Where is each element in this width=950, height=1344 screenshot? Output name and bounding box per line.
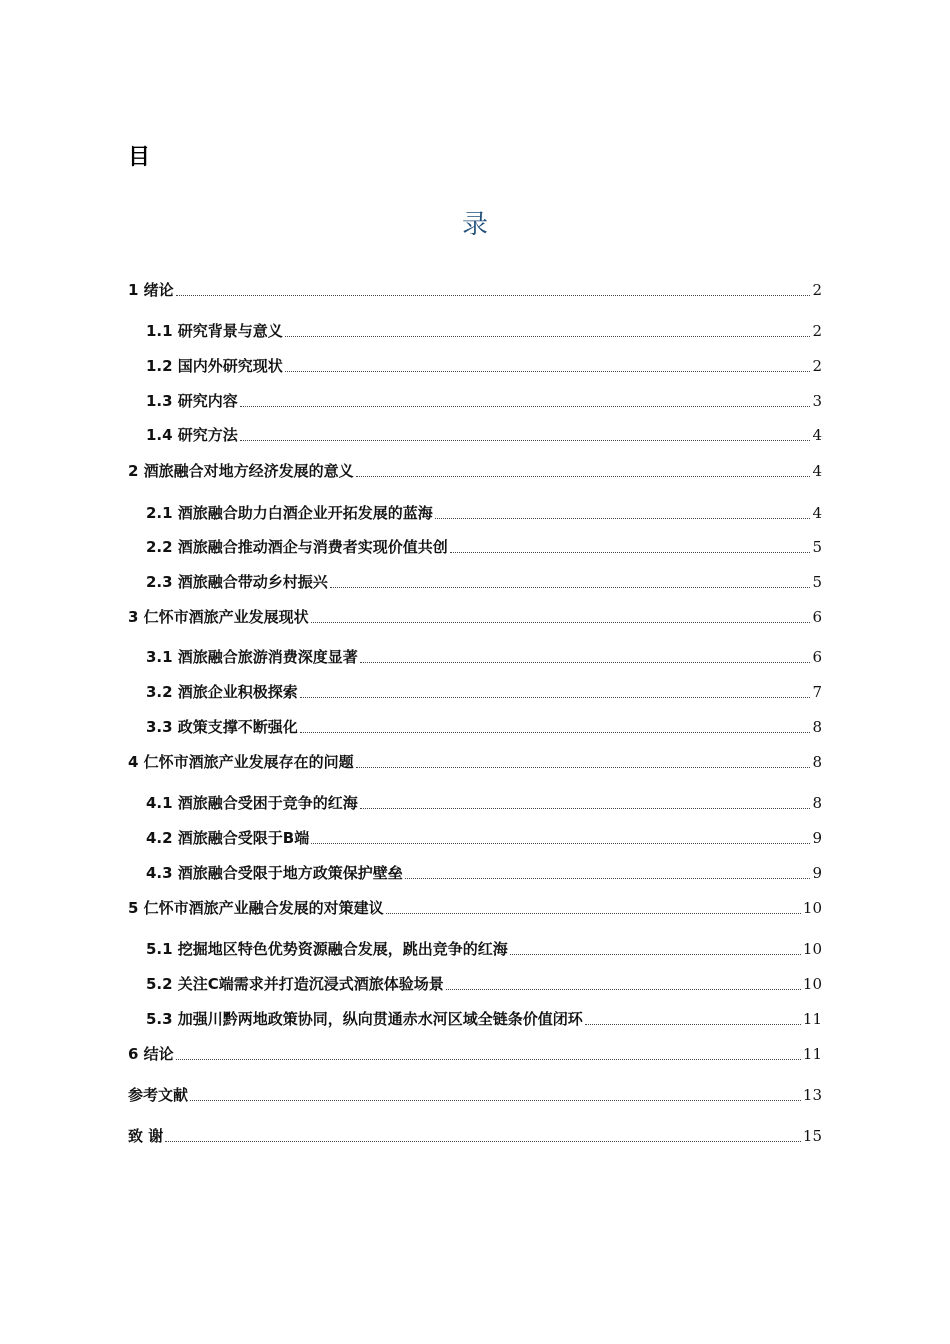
toc-entry-page: 8 bbox=[812, 718, 822, 736]
toc-entry-title: 1 绪论 bbox=[128, 281, 174, 299]
toc-entry[interactable] bbox=[146, 646, 822, 668]
toc-entry-page: 2 bbox=[812, 357, 822, 375]
toc-entry-page: 3 bbox=[812, 392, 822, 410]
toc-leader-dots bbox=[330, 586, 811, 588]
toc-leader-dots bbox=[510, 953, 801, 955]
toc-entry[interactable] bbox=[146, 320, 822, 342]
toc-leader-dots bbox=[386, 912, 801, 914]
toc-entry-page: 2 bbox=[812, 322, 822, 340]
toc-leader-dots bbox=[240, 405, 811, 407]
toc-entry-page: 4 bbox=[812, 426, 822, 444]
toc-entry-title: 3.1 酒旅融合旅游消费深度显著 bbox=[146, 648, 358, 666]
toc-entry[interactable] bbox=[146, 973, 822, 995]
toc-entry-page: 5 bbox=[812, 573, 822, 591]
toc-entry-title: 4.3 酒旅融合受限于地方政策保护壁垒 bbox=[146, 864, 403, 882]
toc-entry[interactable] bbox=[146, 355, 822, 377]
toc-entry-title: 2.1 酒旅融合助力白酒企业开拓发展的蓝海 bbox=[146, 504, 433, 522]
toc-entry-page: 9 bbox=[812, 864, 822, 882]
toc-leader-dots bbox=[356, 766, 811, 768]
toc-entry[interactable] bbox=[146, 536, 822, 558]
toc-entry[interactable] bbox=[128, 751, 822, 773]
toc-entry-title: 2.2 酒旅融合推动酒企与消费者实现价值共创 bbox=[146, 538, 448, 556]
toc-leader-dots bbox=[435, 517, 811, 519]
toc-heading-mu: 目 bbox=[128, 145, 151, 170]
toc-entry[interactable] bbox=[146, 792, 822, 814]
toc-entry-title: 4.1 酒旅融合受困于竞争的红海 bbox=[146, 794, 358, 812]
toc-entry-page: 4 bbox=[812, 504, 822, 522]
toc-entry-page: 10 bbox=[802, 899, 822, 917]
toc-entry-page: 6 bbox=[812, 608, 822, 626]
toc-entry-page: 2 bbox=[812, 281, 822, 299]
toc-entry-page: 13 bbox=[802, 1086, 822, 1104]
toc-leader-dots bbox=[356, 475, 811, 477]
toc-entry[interactable] bbox=[128, 897, 822, 919]
toc-leader-dots bbox=[446, 988, 801, 990]
toc-leader-dots bbox=[240, 439, 811, 441]
toc-entry[interactable] bbox=[128, 460, 822, 482]
toc-entry-title: 1.3 研究内容 bbox=[146, 392, 238, 410]
toc-entry[interactable] bbox=[128, 1084, 822, 1106]
toc-entry[interactable] bbox=[128, 1125, 822, 1147]
toc-entry[interactable] bbox=[128, 606, 822, 628]
toc-entry-title: 6 结论 bbox=[128, 1045, 174, 1063]
toc-entry-title: 2.3 酒旅融合带动乡村振兴 bbox=[146, 573, 328, 591]
toc-leader-dots bbox=[300, 731, 811, 733]
toc-entry[interactable] bbox=[146, 502, 822, 524]
toc-entry-page: 7 bbox=[812, 683, 822, 701]
toc-heading-lu: 录 bbox=[461, 210, 488, 240]
toc-entry-title: 4.2 酒旅融合受限于B端 bbox=[146, 829, 310, 847]
toc-leader-dots bbox=[176, 294, 811, 296]
toc-leader-dots bbox=[165, 1140, 801, 1142]
toc-entry-title: 5.2 关注C端需求并打造沉浸式酒旅体验场景 bbox=[146, 975, 444, 993]
toc-entry[interactable] bbox=[146, 716, 822, 738]
toc-entry-page: 10 bbox=[802, 940, 822, 958]
toc-entry[interactable] bbox=[128, 1043, 822, 1065]
toc-leader-dots bbox=[190, 1099, 801, 1101]
toc-leader-dots bbox=[405, 877, 811, 879]
toc-entry-page: 11 bbox=[802, 1010, 822, 1028]
toc-entry-page: 10 bbox=[802, 975, 822, 993]
toc-entry-title: 1.2 国内外研究现状 bbox=[146, 357, 283, 375]
toc-entry[interactable] bbox=[146, 424, 822, 446]
toc-entry[interactable] bbox=[146, 571, 822, 593]
toc-entry-title: 3.3 政策支撑不断强化 bbox=[146, 718, 298, 736]
toc-leader-dots bbox=[360, 807, 811, 809]
toc-entry-title: 4 仁怀市酒旅产业发展存在的问题 bbox=[128, 753, 354, 771]
toc-entry-title: 参考文献 bbox=[128, 1086, 189, 1104]
toc-entry[interactable] bbox=[146, 862, 822, 884]
toc-leader-dots bbox=[311, 621, 811, 623]
toc-leader-dots bbox=[176, 1058, 801, 1060]
toc-entry-title: 5.1 挖掘地区特色优势资源融合发展，跳出竞争的红海 bbox=[146, 940, 508, 958]
toc-leader-dots bbox=[585, 1023, 801, 1025]
toc-leader-dots bbox=[450, 551, 811, 553]
toc-entry[interactable] bbox=[128, 279, 822, 301]
toc-entry-page: 15 bbox=[802, 1127, 822, 1145]
toc-entry[interactable] bbox=[146, 1008, 822, 1030]
toc-entry-page: 8 bbox=[812, 753, 822, 771]
toc-entry[interactable] bbox=[146, 681, 822, 703]
toc-entry-title: 致 谢 bbox=[128, 1127, 164, 1145]
toc-leader-dots bbox=[285, 335, 811, 337]
toc-entry-page: 11 bbox=[802, 1045, 822, 1063]
toc-entry-title: 5 仁怀市酒旅产业融合发展的对策建议 bbox=[128, 899, 384, 917]
toc-entry[interactable] bbox=[146, 827, 822, 849]
toc-leader-dots bbox=[285, 370, 811, 372]
toc-entry-page: 4 bbox=[812, 462, 822, 480]
toc-entry-title: 2 酒旅融合对地方经济发展的意义 bbox=[128, 462, 354, 480]
toc-entry[interactable] bbox=[146, 938, 822, 960]
toc-leader-dots bbox=[311, 842, 810, 844]
toc-entry-page: 9 bbox=[812, 829, 822, 847]
toc-entry-title: 3 仁怀市酒旅产业发展现状 bbox=[128, 608, 309, 626]
toc-entry-title: 1.4 研究方法 bbox=[146, 426, 238, 444]
toc-entry-page: 8 bbox=[812, 794, 822, 812]
toc-entry-page: 5 bbox=[812, 538, 822, 556]
toc-entry-title: 1.1 研究背景与意义 bbox=[146, 322, 283, 340]
toc-entry-title: 3.2 酒旅企业积极探索 bbox=[146, 683, 298, 701]
toc-leader-dots bbox=[360, 661, 811, 663]
toc-entry-title: 5.3 加强川黔两地政策协同，纵向贯通赤水河区域全链条价值闭环 bbox=[146, 1010, 583, 1028]
toc-entry[interactable] bbox=[146, 390, 822, 412]
toc-entry-page: 6 bbox=[812, 648, 822, 666]
toc-leader-dots bbox=[300, 696, 811, 698]
